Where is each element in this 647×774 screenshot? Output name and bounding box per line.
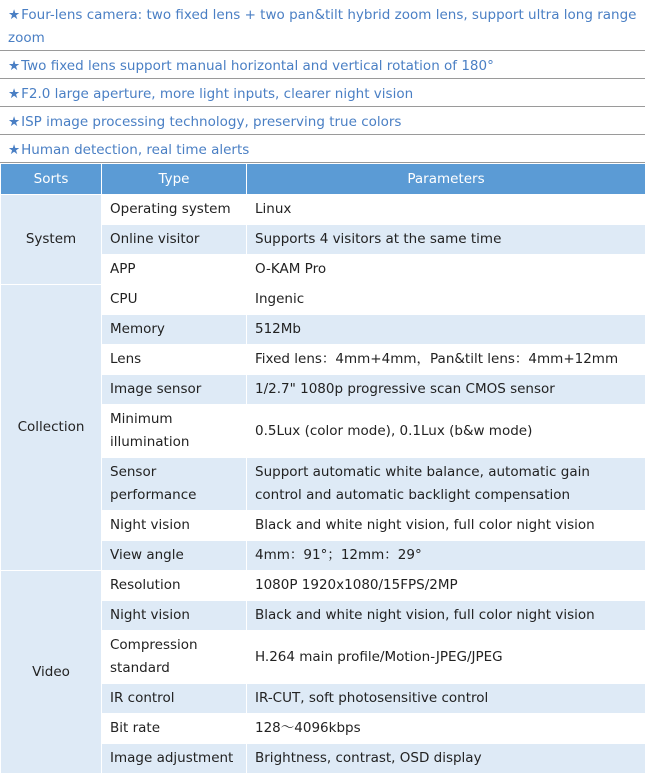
sort-cell-system: System [1,195,102,285]
star-icon: ★ [8,114,21,130]
param-cell: O-KAM Pro [247,255,646,285]
type-cell: Image sensor [102,375,247,405]
header-parameters: Parameters [247,164,646,195]
type-cell: View angle [102,541,247,571]
param-cell: 128～4096kbps [247,714,646,744]
star-icon: ★ [8,86,21,102]
feature-item [0,107,645,135]
feature-text: Two fixed lens support manual horizontal and vertical rotation of 180° [21,58,494,74]
type-cell: Operating system [102,195,247,225]
param-cell: Black and white night vision, full color night vision [247,601,646,631]
type-cell: Online visitor [102,225,247,255]
param-cell: 512Mb [247,315,646,345]
type-cell: IR control [102,684,247,714]
table-row [1,285,646,315]
table-row [1,571,646,601]
param-cell: 4mm：91°；12mm：29° [247,541,646,571]
type-cell: APP [102,255,247,285]
type-cell: Image adjustment [102,744,247,774]
type-cell: Night vision [102,601,247,631]
param-cell: Black and white night vision, full color night vision [247,511,646,541]
type-cell: Lens [102,345,247,375]
param-cell: Brightness, contrast, OSD display [247,744,646,774]
feature-item [0,79,645,107]
sort-cell-collection: Collection [1,285,102,571]
param-cell: Support automatic white balance, automatic gain control and automatic backlight compensation [247,458,646,511]
type-cell: Compression standard [102,631,247,684]
feature-text: F2.0 large aperture, more light inputs, clearer night vision [21,86,414,102]
table-header-row [1,164,646,195]
type-cell: Sensor performance [102,458,247,511]
type-cell: Minimum illumination [102,405,247,458]
feature-text: Four-lens camera: two fixed lens + two pan&tilt hybrid zoom lens, support ultra long range zoom [8,7,637,46]
feature-item [0,135,645,163]
param-cell: Linux [247,195,646,225]
type-cell: Night vision [102,511,247,541]
param-cell: Ingenic [247,285,646,315]
star-icon: ★ [8,7,21,23]
type-cell: CPU [102,285,247,315]
feature-item [0,0,645,51]
type-cell: Memory [102,315,247,345]
specs-table [0,163,646,774]
feature-list [0,0,645,163]
param-cell: Supports 4 visitors at the same time [247,225,646,255]
feature-text: Human detection, real time alerts [21,142,250,158]
param-cell: 1080P 1920x1080/15FPS/2MP [247,571,646,601]
sort-cell-video: Video [1,571,102,774]
header-type: Type [102,164,247,195]
header-sorts: Sorts [1,164,102,195]
feature-item [0,51,645,79]
type-cell: Bit rate [102,714,247,744]
feature-text: ISP image processing technology, preserving true colors [21,114,402,130]
param-cell: Fixed lens：4mm+4mm，Pan&tilt lens：4mm+12mm [247,345,646,375]
param-cell: 0.5Lux (color mode), 0.1Lux (b&w mode) [247,405,646,458]
param-cell: H.264 main profile/Motion-JPEG/JPEG [247,631,646,684]
type-cell: Resolution [102,571,247,601]
star-icon: ★ [8,142,21,158]
param-cell: IR-CUT, soft photosensitive control [247,684,646,714]
star-icon: ★ [8,58,21,74]
param-cell: 1/2.7" 1080p progressive scan CMOS sensor [247,375,646,405]
table-row [1,195,646,225]
